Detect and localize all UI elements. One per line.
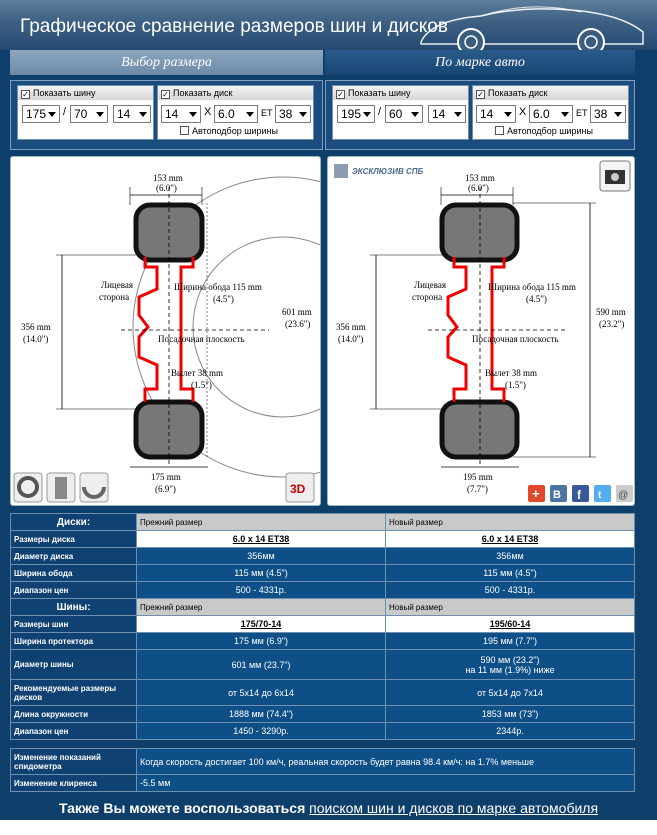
svg-text:3D: 3D <box>290 482 306 496</box>
chevron-down-icon <box>139 112 147 117</box>
x-separator: X <box>519 106 527 118</box>
camera-icon[interactable] <box>600 161 630 191</box>
bottom-dim-label: 195 mm <box>463 472 493 482</box>
table-row: Диапазон цен 1450 - 3290р. 2344р. <box>11 723 635 740</box>
table-row: Диаметр диска 356мм 356мм <box>11 548 635 565</box>
disc-et-select[interactable]: 38 <box>590 105 626 123</box>
rim-width-inch-label: (4.5") <box>213 294 234 304</box>
disc-diameter-select[interactable]: 14 <box>476 105 516 123</box>
header-bar <box>0 0 657 50</box>
tire-radius-select[interactable]: 14 <box>428 105 466 123</box>
left-dim-label: 356 mm <box>21 322 51 332</box>
mount-plane-label: Посадочная плоскость <box>472 334 559 344</box>
top-dim-label: 153 mm <box>465 173 495 183</box>
plus-share-icon[interactable] <box>528 485 545 502</box>
bottom-dim-label: 175 mm <box>151 472 181 482</box>
old-tire-size-link[interactable]: 175/70-14 <box>137 616 386 633</box>
table-row: Рекомендуемые размеры дисков от 5x14 до 6x14 от 5x14 до 7x14 <box>11 680 635 706</box>
face-label-2: сторона <box>412 292 443 302</box>
chevron-down-icon <box>189 112 197 117</box>
extra-info-table <box>10 748 635 792</box>
chevron-down-icon <box>454 112 462 117</box>
tires-section-title: Шины: <box>11 599 137 616</box>
et-label: ET <box>261 108 273 118</box>
brand-logo: ЭКСКЛЮЗИВ СПБ <box>352 167 424 176</box>
chevron-down-icon <box>561 112 569 117</box>
show-disc-checkbox[interactable]: ✓ <box>477 90 484 99</box>
show-tire-label: Показать шину <box>348 88 411 98</box>
x-separator: X <box>204 106 212 118</box>
tire-profile-select[interactable]: 60 <box>385 105 423 123</box>
table-row: Длина окружности 1888 мм (74.4") 1853 мм (73") <box>11 706 635 723</box>
top-dim-inch-label: (6.0") <box>156 183 177 193</box>
left-disc-group <box>157 85 314 140</box>
chevron-down-icon <box>299 112 307 117</box>
diameter-label: 590 mm <box>596 307 626 317</box>
right-disc-group <box>472 85 629 140</box>
3d-view-icon[interactable] <box>286 473 314 502</box>
tire-view-icon[interactable] <box>14 473 42 502</box>
chevron-down-icon <box>96 112 104 117</box>
new-size-header: Новый размер <box>386 599 635 616</box>
left-tire-group <box>17 85 154 140</box>
twitter-icon[interactable] <box>594 485 611 502</box>
offset-label: Вылет 38 mm <box>485 368 537 378</box>
table-row: Размеры шин 175/70-14 195/60-14 <box>11 616 635 633</box>
left-dim-label: 356 mm <box>336 322 366 332</box>
old-disc-size-link[interactable]: 6.0 x 14 ET38 <box>137 531 386 548</box>
mount-plane-label: Посадочная плоскость <box>158 334 245 344</box>
svg-text:f: f <box>577 488 581 502</box>
page-title: Графическое сравнение размеров шин и дисков <box>20 16 448 37</box>
chevron-down-icon <box>363 112 371 117</box>
svg-text:+: + <box>532 486 540 501</box>
table-row: Диаметр шины 601 мм (23.7") 590 мм (23.2") на 11 мм (1.9%) ниже <box>11 650 635 680</box>
rim-width-inch-label: (4.5") <box>526 294 547 304</box>
rim-view-icon[interactable] <box>47 473 75 502</box>
auto-width-checkbox[interactable] <box>495 126 504 135</box>
car-icon <box>411 2 651 50</box>
disc-width-select[interactable]: 6.0 <box>214 105 258 123</box>
table-row: Изменение показаний спидометра Когда скорость достигает 100 км/ч, реальная скорость будет равна 98.4 км/ч: на 1.7% меньше <box>11 749 635 775</box>
email-icon[interactable] <box>616 485 633 502</box>
table-row: Ширина обода 115 мм (4.5") 115 мм (4.5") <box>11 565 635 582</box>
vk-icon[interactable] <box>550 485 567 502</box>
new-disc-size-link[interactable]: 6.0 x 14 ET38 <box>386 531 635 548</box>
tab-by-car[interactable]: По марке авто <box>325 50 635 75</box>
offset-inch-label: (1.5") <box>505 380 526 390</box>
show-disc-label: Показать диск <box>173 88 233 98</box>
old-size-header: Прежний размер <box>137 599 386 616</box>
show-disc-checkbox[interactable]: ✓ <box>162 90 169 99</box>
auto-width-option[interactable]: Автоподбор ширины <box>180 126 278 136</box>
diameter-inch-label: (23.6") <box>285 319 311 329</box>
tire-width-select[interactable]: 175 <box>22 105 60 123</box>
diameter-inch-label: (23.2") <box>599 319 625 329</box>
table-row: Ширина протектора 175 мм (6.9") 195 мм (7.7") <box>11 633 635 650</box>
face-label: Лицевая <box>414 280 446 290</box>
diameter-label: 601 mm <box>282 307 312 317</box>
tire-radius-select[interactable]: 14 <box>113 105 151 123</box>
search-by-car-link[interactable]: поиском шин и дисков по марке автомобиля <box>309 800 599 816</box>
right-size-selector <box>325 80 635 150</box>
chevron-down-icon <box>504 112 512 117</box>
new-size-header: Новый размер <box>386 514 635 531</box>
right-tire-diagram <box>328 157 634 505</box>
old-size-header: Прежний размер <box>137 514 386 531</box>
chevron-down-icon <box>614 112 622 117</box>
svg-text:t: t <box>598 490 602 501</box>
left-dim-inch-label: (14.0") <box>23 334 49 344</box>
chevron-down-icon <box>246 112 254 117</box>
bottom-dim-inch-label: (7.7") <box>467 484 488 494</box>
slash-separator: / <box>378 106 382 118</box>
left-tire-diagram <box>11 157 320 505</box>
et-label: ET <box>576 108 588 118</box>
tab-size-select[interactable]: Выбор размера <box>10 50 323 75</box>
tires-table <box>10 598 635 740</box>
top-dim-inch-label: (6.0") <box>468 183 489 193</box>
new-tire-size-link[interactable]: 195/60-14 <box>386 616 635 633</box>
facebook-icon[interactable] <box>572 485 589 502</box>
rim-width-label: Ширина обода 115 mm <box>174 282 262 292</box>
offset-inch-label: (1.5") <box>191 380 212 390</box>
auto-width-checkbox[interactable] <box>180 126 189 135</box>
auto-width-option[interactable]: Автоподбор ширины <box>495 126 593 136</box>
bottom-note: Также Вы можете воспользоваться поиском шин и дисков по марке автомобиля <box>58 800 599 816</box>
table-row: Диапазон цен 500 - 4331р. 500 - 4331р. <box>11 582 635 599</box>
disc-diameter-select[interactable]: 14 <box>161 105 201 123</box>
offset-label: Вылет 38 mm <box>171 368 223 378</box>
chevron-down-icon <box>48 112 56 117</box>
face-label: Лицевая <box>101 280 133 290</box>
discs-table <box>10 513 635 599</box>
brand-logo-icon <box>334 164 348 178</box>
table-row: Изменение клиренса -5.5 мм <box>11 775 635 792</box>
footer-strip <box>0 820 657 835</box>
rim-width-label: Ширина обода 115 mm <box>488 282 576 292</box>
top-dim-label: 153 mm <box>153 173 183 183</box>
half-tire-view-icon[interactable] <box>80 473 108 502</box>
svg-text:@: @ <box>618 490 629 501</box>
slash-separator: / <box>63 106 67 118</box>
bottom-dim-inch-label: (6.9") <box>155 484 176 494</box>
discs-section-title: Диски: <box>11 514 137 531</box>
left-dim-inch-label: (14.0") <box>338 334 364 344</box>
disc-width-select[interactable]: 6.0 <box>529 105 573 123</box>
left-tire-drawing <box>10 156 321 506</box>
show-tire-checkbox[interactable]: ✓ <box>337 90 344 99</box>
show-disc-label: Показать диск <box>488 88 548 98</box>
right-tire-drawing <box>327 156 635 506</box>
table-row: Размеры диска 6.0 x 14 ET38 6.0 x 14 ET38 <box>11 531 635 548</box>
face-label-2: сторона <box>99 292 130 302</box>
show-tire-label: Показать шину <box>33 88 96 98</box>
tire-profile-select[interactable]: 70 <box>70 105 108 123</box>
disc-et-select[interactable]: 38 <box>275 105 311 123</box>
svg-text:B: B <box>553 489 561 501</box>
chevron-down-icon <box>411 112 419 117</box>
left-size-selector <box>10 80 323 150</box>
tire-width-select[interactable]: 195 <box>337 105 375 123</box>
show-tire-checkbox[interactable]: ✓ <box>22 90 29 99</box>
right-tire-group <box>332 85 469 140</box>
